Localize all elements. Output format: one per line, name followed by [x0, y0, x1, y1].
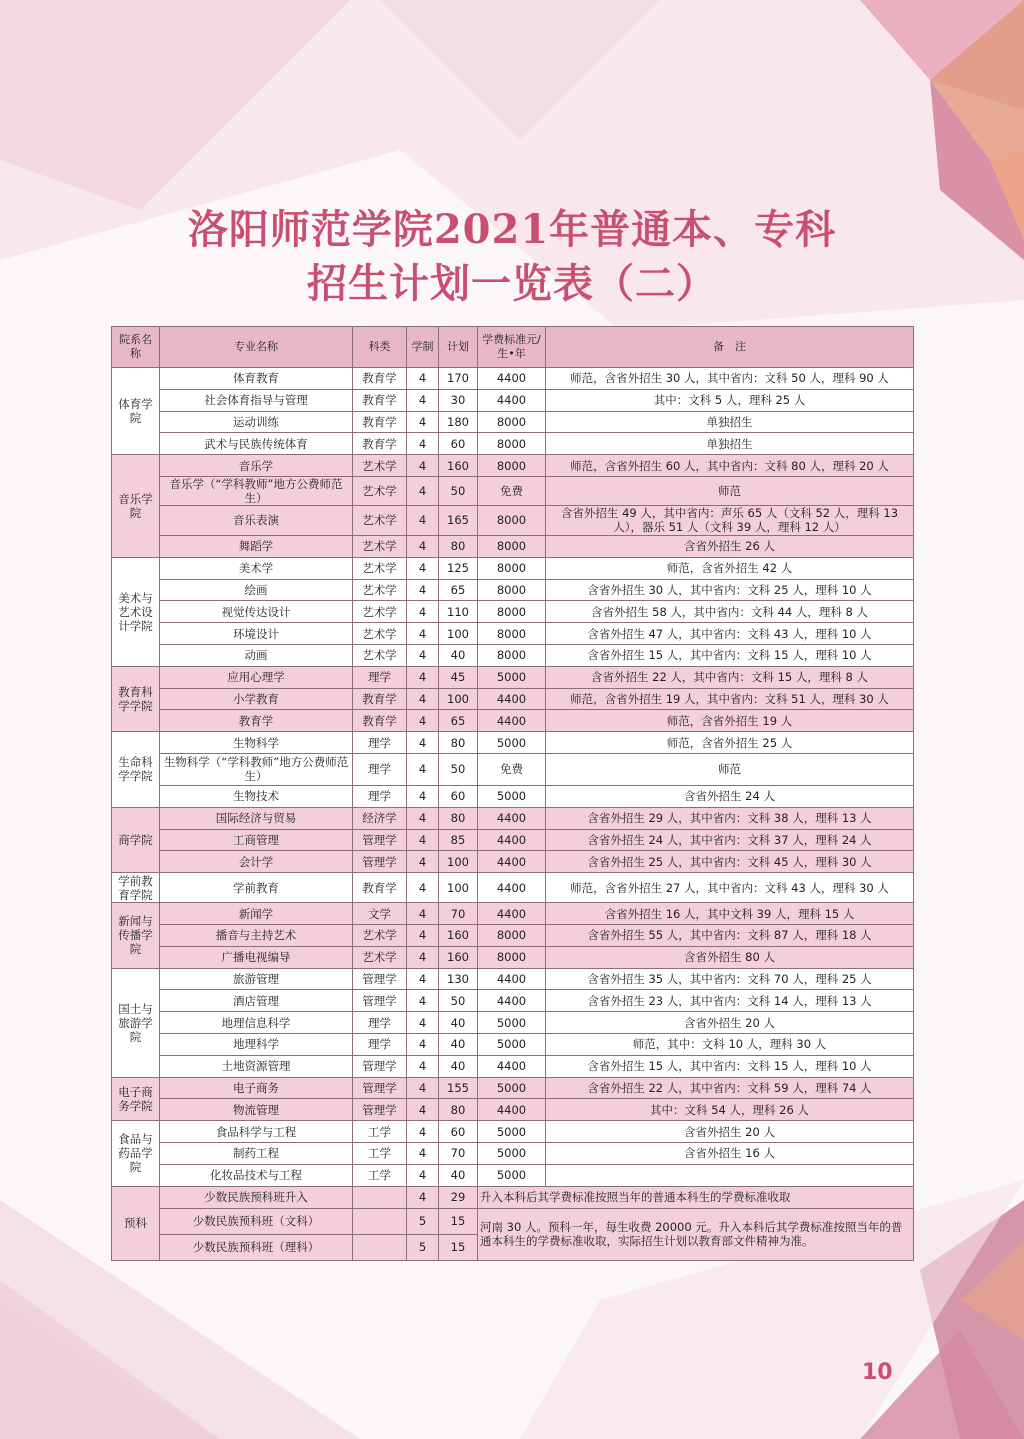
tuition-fee: 5000 [478, 666, 546, 688]
years: 4 [407, 601, 439, 623]
tuition-fee: 8000 [478, 411, 546, 433]
remark: 含省外招生 29 人，其中省内：文科 38 人，理科 13 人 [546, 807, 914, 829]
years: 4 [407, 505, 439, 535]
table-row [112, 535, 914, 557]
plan-count: 40 [439, 1012, 478, 1034]
category: 理学 [353, 666, 407, 688]
remark: 其中：文科 54 人，理科 26 人 [546, 1099, 914, 1121]
plan-count: 65 [439, 579, 478, 601]
tuition-fee: 4400 [478, 968, 546, 990]
dept-name: 生命科学学院 [112, 732, 160, 808]
major-name: 播音与主持艺术 [160, 924, 353, 946]
tuition-fee: 免费 [478, 476, 546, 505]
remark: 师范，含省外招生 25 人 [546, 732, 914, 754]
category: 工学 [353, 1142, 407, 1164]
table-row [112, 579, 914, 601]
category: 理学 [353, 753, 407, 785]
remark: 含省外招生 24 人 [546, 785, 914, 807]
major-name: 食品科学与工程 [160, 1121, 353, 1143]
remark: 师范，含省外招生 19 人，其中省内：文科 51 人，理科 30 人 [546, 688, 914, 710]
major-name: 会计学 [160, 851, 353, 873]
table-row [112, 1142, 914, 1164]
remark: 师范，含省外招生 27 人，其中省内：文科 43 人，理科 30 人 [546, 873, 914, 903]
tuition-fee: 8000 [478, 924, 546, 946]
plan-count: 60 [439, 1121, 478, 1143]
years: 4 [407, 623, 439, 645]
plan-count: 165 [439, 505, 478, 535]
table-row [112, 601, 914, 623]
category: 理学 [353, 1012, 407, 1034]
plan-count: 100 [439, 873, 478, 903]
tuition-fee: 4400 [478, 851, 546, 873]
table-body [112, 368, 914, 1261]
plan-count: 85 [439, 829, 478, 851]
tuition-fee: 免费 [478, 753, 546, 785]
remark: 含省外招生 55 人，其中省内：文科 87 人，理科 18 人 [546, 924, 914, 946]
table-row [112, 1121, 914, 1143]
header-major: 专业名称 [160, 327, 353, 368]
tuition-fee: 8000 [478, 433, 546, 455]
category: 艺术学 [353, 946, 407, 968]
years: 4 [407, 903, 439, 925]
table-row [112, 644, 914, 666]
years: 4 [407, 411, 439, 433]
years: 4 [407, 535, 439, 557]
category: 艺术学 [353, 505, 407, 535]
table-row [112, 1099, 914, 1121]
category: 管理学 [353, 968, 407, 990]
years: 5 [407, 1234, 439, 1260]
tuition-fee: 8000 [478, 505, 546, 535]
category: 艺术学 [353, 535, 407, 557]
category: 管理学 [353, 1077, 407, 1099]
plan-count: 100 [439, 623, 478, 645]
remark [546, 1164, 914, 1186]
years: 4 [407, 666, 439, 688]
plan-count: 170 [439, 368, 478, 390]
table-row [112, 455, 914, 477]
remark: 含省外招生 25 人，其中省内：文科 45 人，理科 30 人 [546, 851, 914, 873]
years: 4 [407, 785, 439, 807]
major-name: 生物科学 [160, 732, 353, 754]
plan-count: 40 [439, 1033, 478, 1055]
remark: 含省外招生 35 人，其中省内：文科 70 人，理科 25 人 [546, 968, 914, 990]
tuition-fee: 5000 [478, 1121, 546, 1143]
major-name: 生物技术 [160, 785, 353, 807]
plan-count: 45 [439, 666, 478, 688]
major-name: 少数民族预科班（理科） [160, 1234, 353, 1260]
years: 4 [407, 688, 439, 710]
category: 工学 [353, 1121, 407, 1143]
table-row [112, 1186, 914, 1208]
years: 4 [407, 368, 439, 390]
major-name: 工商管理 [160, 829, 353, 851]
remark: 含省外招生 47 人，其中省内：文科 43 人，理科 10 人 [546, 623, 914, 645]
years: 4 [407, 710, 439, 732]
category: 艺术学 [353, 476, 407, 505]
tuition-fee: 8000 [478, 455, 546, 477]
remark: 含省外招生 20 人 [546, 1121, 914, 1143]
major-name: 动画 [160, 644, 353, 666]
plan-count: 130 [439, 968, 478, 990]
major-name: 绘画 [160, 579, 353, 601]
major-name: 舞蹈学 [160, 535, 353, 557]
plan-count: 110 [439, 601, 478, 623]
title-line-2: 招生计划一览表（二） [307, 260, 717, 307]
major-name: 视觉传达设计 [160, 601, 353, 623]
table-row [112, 1208, 914, 1234]
category: 管理学 [353, 1055, 407, 1077]
years: 4 [407, 753, 439, 785]
major-name: 物流管理 [160, 1099, 353, 1121]
dept-name: 食品与药品学院 [112, 1121, 160, 1186]
tuition-fee: 4400 [478, 903, 546, 925]
category: 管理学 [353, 829, 407, 851]
major-name: 地理信息科学 [160, 1012, 353, 1034]
page-number: 10 [862, 1360, 893, 1385]
years: 4 [407, 1099, 439, 1121]
tuition-fee: 5000 [478, 732, 546, 754]
dept-name: 预科 [112, 1186, 160, 1260]
tuition-fee: 8000 [478, 644, 546, 666]
category: 教育学 [353, 368, 407, 390]
plan-count: 160 [439, 946, 478, 968]
category: 理学 [353, 785, 407, 807]
category: 教育学 [353, 433, 407, 455]
category [353, 1234, 407, 1260]
tuition-fee: 8000 [478, 535, 546, 557]
tuition-fee: 4400 [478, 990, 546, 1012]
remark: 含省外招生 30 人，其中省内：文科 25 人，理科 10 人 [546, 579, 914, 601]
header-plan: 计划 [439, 327, 478, 368]
major-name: 电子商务 [160, 1077, 353, 1099]
years: 4 [407, 557, 439, 579]
table-row [112, 710, 914, 732]
table-row [112, 368, 914, 390]
major-name: 地理科学 [160, 1033, 353, 1055]
dept-name: 商学院 [112, 807, 160, 872]
years: 4 [407, 990, 439, 1012]
table-row [112, 851, 914, 873]
remark: 含省外招生 23 人，其中省内：文科 14 人，理科 13 人 [546, 990, 914, 1012]
remark: 含省外招生 16 人，其中文科 39 人，理科 15 人 [546, 903, 914, 925]
tuition-fee: 4400 [478, 807, 546, 829]
remark: 河南 30 人。预科一年，每生收费 20000 元。升入本科后其学费标准按照当年的普通本科生的学费标准收取，实际招生计划以教育部文件精神为准。 [478, 1208, 914, 1260]
table-row [112, 968, 914, 990]
major-name: 制药工程 [160, 1142, 353, 1164]
dept-name: 体育学院 [112, 368, 160, 455]
tuition-fee: 4400 [478, 710, 546, 732]
plan-count: 100 [439, 851, 478, 873]
plan-count: 80 [439, 807, 478, 829]
plan-count: 50 [439, 990, 478, 1012]
plan-count: 40 [439, 644, 478, 666]
plan-count: 125 [439, 557, 478, 579]
category: 艺术学 [353, 924, 407, 946]
category: 管理学 [353, 851, 407, 873]
remark: 师范 [546, 753, 914, 785]
plan-count: 40 [439, 1164, 478, 1186]
header-dept: 院系名称 [112, 327, 160, 368]
remark: 含省外招生 80 人 [546, 946, 914, 968]
remark: 单独招生 [546, 411, 914, 433]
tuition-fee: 4400 [478, 1055, 546, 1077]
years: 4 [407, 732, 439, 754]
title-line-1: 洛阳师范学院2021年普通本、专科 [187, 206, 837, 253]
table-row [112, 433, 914, 455]
plan-count: 80 [439, 732, 478, 754]
table-row [112, 946, 914, 968]
remark: 单独招生 [546, 433, 914, 455]
table-row [112, 1033, 914, 1055]
table-row [112, 623, 914, 645]
plan-count: 60 [439, 433, 478, 455]
remark: 师范 [546, 476, 914, 505]
tuition-fee: 4400 [478, 368, 546, 390]
tuition-fee: 5000 [478, 1012, 546, 1034]
category: 工学 [353, 1164, 407, 1186]
major-name: 新闻学 [160, 903, 353, 925]
major-name: 运动训练 [160, 411, 353, 433]
remark: 含省外招生 49 人，其中省内：声乐 65 人（文科 52 人，理科 13 人），器乐 51 人（文科 39 人，理科 12 人） [546, 505, 914, 535]
years: 4 [407, 807, 439, 829]
major-name: 少数民族预科班（文科） [160, 1208, 353, 1234]
years: 4 [407, 1077, 439, 1099]
major-name: 美术学 [160, 557, 353, 579]
major-name: 应用心理学 [160, 666, 353, 688]
dept-name: 美术与艺术设计学院 [112, 557, 160, 666]
table-row [112, 1077, 914, 1099]
years: 4 [407, 1012, 439, 1034]
category: 教育学 [353, 411, 407, 433]
remark: 含省外招生 22 人，其中省内：文科 59 人，理科 74 人 [546, 1077, 914, 1099]
plan-count: 60 [439, 785, 478, 807]
major-name: 土地资源管理 [160, 1055, 353, 1077]
years: 4 [407, 1033, 439, 1055]
tuition-fee: 5000 [478, 1033, 546, 1055]
remark: 含省外招生 16 人 [546, 1142, 914, 1164]
years: 5 [407, 1208, 439, 1234]
tuition-fee: 4400 [478, 688, 546, 710]
years: 4 [407, 1055, 439, 1077]
years: 4 [407, 968, 439, 990]
category: 教育学 [353, 710, 407, 732]
table-row [112, 1012, 914, 1034]
major-name: 音乐学（“学科教师”地方公费师范生） [160, 476, 353, 505]
major-name: 武术与民族传统体育 [160, 433, 353, 455]
remark: 含省外招生 26 人 [546, 535, 914, 557]
remark: 其中：文科 5 人，理科 25 人 [546, 389, 914, 411]
dept-name: 电子商务学院 [112, 1077, 160, 1121]
remark: 升入本科后其学费标准按照当年的普通本科生的学费标准收取 [478, 1186, 914, 1208]
remark: 含省外招生 15 人，其中省内：文科 15 人，理科 10 人 [546, 644, 914, 666]
category [353, 1208, 407, 1234]
plan-count: 30 [439, 389, 478, 411]
category: 文学 [353, 903, 407, 925]
plan-count: 180 [439, 411, 478, 433]
remark: 含省外招生 58 人，其中省内：文科 44 人，理科 8 人 [546, 601, 914, 623]
major-name: 体育教育 [160, 368, 353, 390]
plan-count: 80 [439, 535, 478, 557]
years: 4 [407, 455, 439, 477]
table-row [112, 753, 914, 785]
table-row [112, 829, 914, 851]
dept-name: 音乐学院 [112, 455, 160, 558]
table-row [112, 688, 914, 710]
dept-name: 国土与旅游学院 [112, 968, 160, 1077]
plan-count: 50 [439, 753, 478, 785]
table-row [112, 873, 914, 903]
tuition-fee: 5000 [478, 1142, 546, 1164]
years: 4 [407, 851, 439, 873]
years: 4 [407, 433, 439, 455]
years: 4 [407, 924, 439, 946]
remark: 师范，含省外招生 19 人 [546, 710, 914, 732]
header-category: 科类 [353, 327, 407, 368]
remark: 含省外招生 15 人，其中省内：文科 15 人，理科 10 人 [546, 1055, 914, 1077]
category: 艺术学 [353, 557, 407, 579]
major-name: 广播电视编导 [160, 946, 353, 968]
category: 理学 [353, 732, 407, 754]
plan-count: 70 [439, 1142, 478, 1164]
tuition-fee: 5000 [478, 1077, 546, 1099]
plan-count: 80 [439, 1099, 478, 1121]
category: 教育学 [353, 389, 407, 411]
table-row [112, 476, 914, 505]
remark: 师范，含省外招生 42 人 [546, 557, 914, 579]
tuition-fee: 8000 [478, 601, 546, 623]
category: 管理学 [353, 1099, 407, 1121]
major-name: 少数民族预科班升入 [160, 1186, 353, 1208]
major-name: 音乐表演 [160, 505, 353, 535]
tuition-fee: 4400 [478, 389, 546, 411]
table-row [112, 411, 914, 433]
tuition-fee: 5000 [478, 1164, 546, 1186]
category: 艺术学 [353, 455, 407, 477]
major-name: 环境设计 [160, 623, 353, 645]
category: 艺术学 [353, 601, 407, 623]
category: 理学 [353, 1033, 407, 1055]
major-name: 小学教育 [160, 688, 353, 710]
table-row [112, 903, 914, 925]
category: 教育学 [353, 688, 407, 710]
category: 管理学 [353, 990, 407, 1012]
table-row [112, 924, 914, 946]
tuition-fee: 4400 [478, 873, 546, 903]
plan-count: 40 [439, 1055, 478, 1077]
dept-name: 教育科学学院 [112, 666, 160, 731]
major-name: 教育学 [160, 710, 353, 732]
category: 经济学 [353, 807, 407, 829]
years: 4 [407, 1164, 439, 1186]
table-row [112, 1164, 914, 1186]
plan-count: 155 [439, 1077, 478, 1099]
major-name: 生物科学（“学科教师”地方公费师范生） [160, 753, 353, 785]
tuition-fee: 5000 [478, 785, 546, 807]
plan-count: 15 [439, 1234, 478, 1260]
major-name: 旅游管理 [160, 968, 353, 990]
table-row [112, 666, 914, 688]
remark: 含省外招生 22 人，其中省内：文科 15 人，理科 8 人 [546, 666, 914, 688]
major-name: 社会体育指导与管理 [160, 389, 353, 411]
major-name: 酒店管理 [160, 990, 353, 1012]
years: 4 [407, 873, 439, 903]
plan-count: 100 [439, 688, 478, 710]
category: 艺术学 [353, 644, 407, 666]
table-row [112, 990, 914, 1012]
dept-name: 新闻与传播学院 [112, 903, 160, 968]
tuition-fee: 4400 [478, 1099, 546, 1121]
major-name: 学前教育 [160, 873, 353, 903]
remark: 师范，含省外招生 30 人，其中省内：文科 50 人，理科 90 人 [546, 368, 914, 390]
major-name: 化妆品技术与工程 [160, 1164, 353, 1186]
plan-count: 70 [439, 903, 478, 925]
tuition-fee: 8000 [478, 623, 546, 645]
remark: 含省外招生 20 人 [546, 1012, 914, 1034]
header-fee: 学费标准元/生•年 [478, 327, 546, 368]
plan-count: 15 [439, 1208, 478, 1234]
table-row [112, 785, 914, 807]
enrollment-plan-table [111, 326, 914, 1261]
category: 艺术学 [353, 623, 407, 645]
years: 4 [407, 829, 439, 851]
table-row [112, 505, 914, 535]
table-header-row [112, 327, 914, 368]
years: 4 [407, 579, 439, 601]
remark: 含省外招生 24 人，其中省内：文科 37 人，理科 24 人 [546, 829, 914, 851]
years: 4 [407, 1121, 439, 1143]
table-row [112, 389, 914, 411]
years: 4 [407, 1142, 439, 1164]
plan-count: 65 [439, 710, 478, 732]
category [353, 1186, 407, 1208]
years: 4 [407, 389, 439, 411]
table-row [112, 557, 914, 579]
plan-count: 160 [439, 455, 478, 477]
header-years: 学制 [407, 327, 439, 368]
remark: 师范，含省外招生 60 人，其中省内：文科 80 人，理科 20 人 [546, 455, 914, 477]
tuition-fee: 8000 [478, 946, 546, 968]
tuition-fee: 8000 [478, 557, 546, 579]
remark: 师范，其中：文科 10 人，理科 30 人 [546, 1033, 914, 1055]
dept-name: 学前教育学院 [112, 873, 160, 903]
years: 4 [407, 644, 439, 666]
category: 艺术学 [353, 579, 407, 601]
tuition-fee: 4400 [478, 829, 546, 851]
plan-count: 160 [439, 924, 478, 946]
years: 4 [407, 946, 439, 968]
years: 4 [407, 1186, 439, 1208]
category: 教育学 [353, 873, 407, 903]
table-row [112, 1055, 914, 1077]
tuition-fee: 8000 [478, 579, 546, 601]
table-row [112, 732, 914, 754]
plan-count: 50 [439, 476, 478, 505]
years: 4 [407, 476, 439, 505]
major-name: 音乐学 [160, 455, 353, 477]
header-remark: 备 注 [546, 327, 914, 368]
table-row [112, 807, 914, 829]
major-name: 国际经济与贸易 [160, 807, 353, 829]
plan-count: 29 [439, 1186, 478, 1208]
